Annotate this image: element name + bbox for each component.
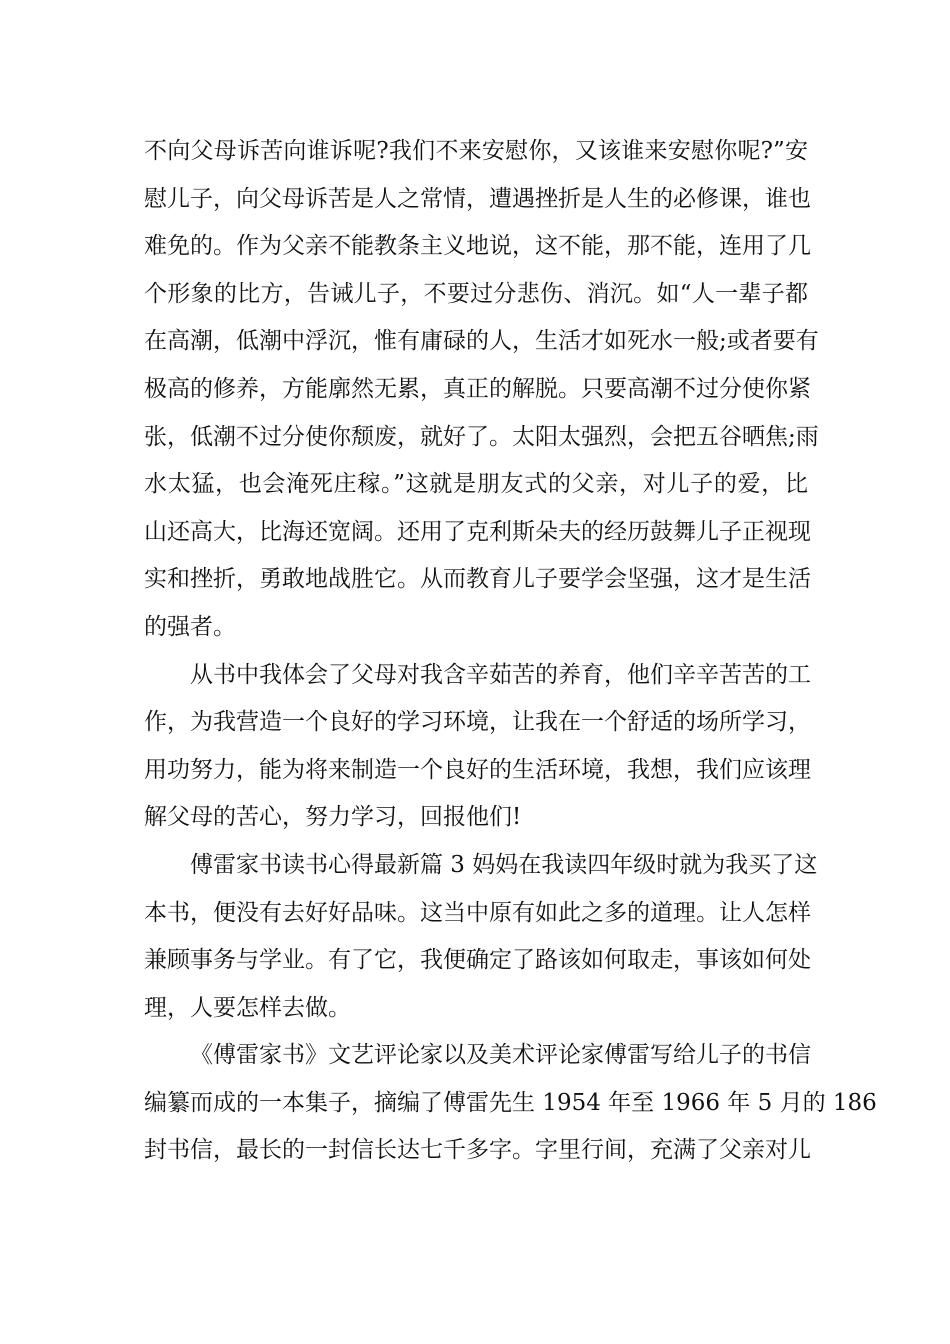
text-line: 傅雷家书读书心得最新篇 3 妈妈在我读四年级时就为我买了这 — [190, 851, 818, 878]
paragraph-2 — [144, 652, 811, 842]
text-line: 理，人要怎样去做。 — [144, 994, 351, 1021]
text-line: 编纂而成的一本集子，摘编了傅雷先生 1954 年至 1966 年 5 月的 186 — [144, 1089, 877, 1116]
text-line: 的强者。 — [144, 613, 236, 640]
text-line: 水太猛，也会淹死庄稼。”这就是朋友式的父亲，对儿子的爱，比 — [144, 471, 808, 498]
text-line: 极高的修养，方能廓然无累，真正的解脱。只要高潮不过分使你紧 — [144, 375, 811, 402]
text-line: 封书信，最长的一封信长达七千多字。字里行间，充满了父亲对儿 — [144, 1137, 811, 1164]
paragraph-4 — [144, 1032, 877, 1175]
paragraph-3 — [144, 842, 818, 1032]
text-line: 实和挫折，勇敢地战胜它。从而教育儿子要学会坚强，这才是生活 — [144, 566, 811, 593]
text-line: 解父母的苦心，努力学习，回报他们! — [144, 804, 522, 831]
text-line: 《傅雷家书》文艺评论家以及美术评论家傅雷写给儿子的书信 — [190, 1042, 811, 1069]
text-line: 本书，便没有去好好品味。这当中原有如此之多的道理。让人怎样 — [144, 899, 811, 926]
paragraph-1 — [144, 128, 819, 652]
text-line: 难免的。作为父亲不能教条主义地说，这不能，那不能，连用了几 — [144, 233, 811, 260]
document-body — [144, 128, 877, 1175]
text-line: 兼顾事务与学业。有了它，我便确定了路该如何取走，事该如何处 — [144, 947, 811, 974]
text-line: 不向父母诉苦向谁诉呢?我们不来安慰你，又该谁来安慰你呢?”安 — [144, 138, 808, 164]
text-line: 张，低潮不过分使你颓废，就好了。太阳太强烈，会把五谷晒焦;雨 — [144, 423, 819, 450]
text-line: 用功努力，能为将来制造一个良好的生活环境，我想，我们应该理 — [144, 756, 811, 783]
text-line: 在高潮，低潮中浮沉，惟有庸碌的人，生活才如死水一般;或者要有 — [144, 328, 819, 355]
text-line: 作，为我营造一个良好的学习环境，让我在一个舒适的场所学习， — [144, 709, 811, 736]
text-line: 个形象的比方，告诫儿子，不要过分悲伤、消沉。如“人一辈子都 — [144, 280, 808, 307]
text-line: 从书中我体会了父母对我含辛茹苦的养育，他们辛辛苦苦的工 — [190, 661, 811, 688]
text-line: 山还高大，比海还宽阔。还用了克利斯朵夫的经历鼓舞儿子正视现 — [144, 518, 811, 545]
text-line: 慰儿子，向父母诉苦是人之常情，遭遇挫折是人生的必修课，谁也 — [144, 185, 811, 212]
